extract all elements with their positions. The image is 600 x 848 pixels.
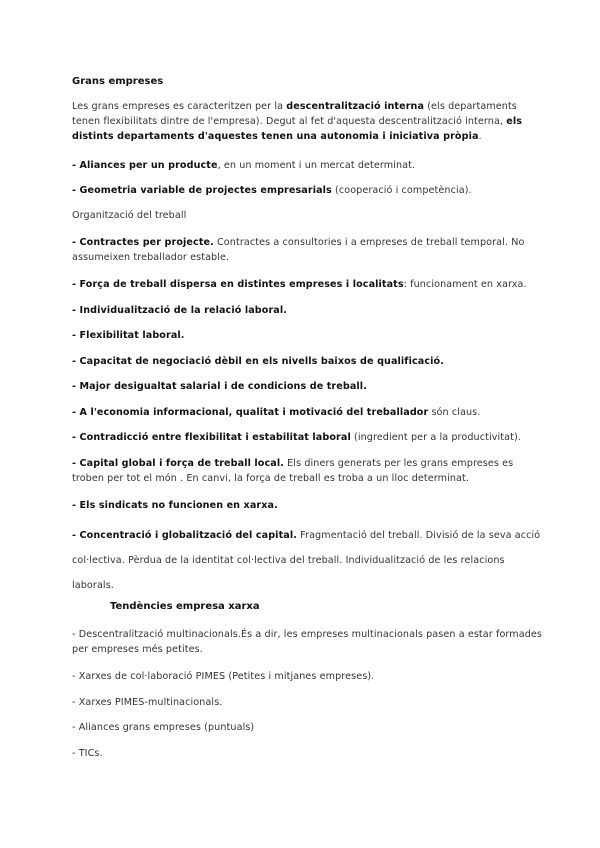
- section-heading: Tendències empresa xarxa: [110, 601, 260, 612]
- item-text: (ingredient per a la productivitat).: [350, 432, 521, 443]
- item-bold: - Capacitat de negociació dèbil en els nivells baixos de qualificació.: [72, 356, 444, 367]
- list-item: [72, 498, 542, 513]
- item-text: Contractes a consultories i a empreses de treball temporal. No assumeixen treballador estable.: [72, 237, 525, 263]
- item-bold: - Major desigualtat salarial i de condicions de treball.: [72, 381, 367, 392]
- item-text: Els diners generats per les grans empreses es troben per tot el món . En canvi, la força de treball es troba a un lloc determinat.: [72, 458, 514, 484]
- list-item: - Xarxes de col·laboració PIMES (Petites i mitjanes empreses).: [72, 671, 375, 682]
- list-item: [72, 277, 542, 292]
- item-text: Fragmentació del treball. Divisió de la seva acció col·lectiva. Pèrdua de la identitat col·lectiva del treball. Individualització de les relacions laborals.: [72, 530, 541, 591]
- item-bold: - Els sindicats no funcionen en xarxa.: [72, 500, 278, 511]
- item-bold: - Flexibilitat laboral.: [72, 330, 185, 341]
- list-item: [72, 430, 542, 445]
- list-item: [72, 354, 542, 369]
- item-bold: - Capital global i força de treball local.: [72, 458, 284, 469]
- list-item: [72, 523, 542, 598]
- intro-text-e: .: [478, 131, 482, 142]
- list-item: - Descentralització multinacionals.És a dir, les empreses multinacionals pasen a estar formades per empreses més petites.: [72, 629, 543, 655]
- item-bold: - Força de treball dispersa en distintes empreses i localitats: [72, 279, 404, 290]
- item-bold: - A l'economia informacional, qualitat i motivació del treballador: [72, 407, 429, 418]
- item-bold: - Geometria variable de projectes empresarials: [72, 185, 332, 196]
- list-item: [72, 328, 542, 343]
- intro-paragraph: [72, 99, 542, 144]
- item-bold: - Aliances per un producte: [72, 160, 218, 171]
- list-item: - Aliances grans empreses (puntuals): [72, 722, 255, 733]
- item-text: són claus.: [428, 407, 481, 418]
- list-item: [72, 456, 542, 486]
- item-bold: - Contractes per projecte.: [72, 237, 214, 248]
- list-item: [72, 158, 542, 173]
- list-item: - TICs.: [72, 748, 103, 759]
- list-item: [72, 235, 542, 265]
- page-title: Grans empreses: [72, 76, 164, 87]
- intro-text-c: (els departaments tenen flexibilitats dintre de l'empresa). Degut al fet d'aquesta descentralització interna,: [72, 101, 517, 127]
- list-item: - Xarxes PIMES-multinacionals.: [72, 697, 223, 708]
- item-text: , en un moment i un mercat determinat.: [217, 160, 416, 171]
- list-item: [72, 183, 542, 198]
- item-text: : funcionament en xarxa.: [403, 279, 527, 290]
- list-item: [72, 379, 542, 394]
- intro-bold-b: descentralització interna: [286, 101, 425, 112]
- item-bold: - Concentració i globalització del capital.: [72, 530, 297, 541]
- section-label: Organització del treball: [72, 210, 187, 221]
- item-bold: - Individualització de la relació laboral.: [72, 305, 287, 316]
- item-bold: - Contradicció entre flexibilitat i estabilitat laboral: [72, 432, 351, 443]
- intro-text-a: Les grans empreses es caracteritzen per la: [72, 101, 287, 112]
- list-item: [72, 303, 542, 318]
- item-text: (cooperació i competència).: [331, 185, 472, 196]
- intro-bold-d: els distints departaments d'aquestes tenen una autonomia i iniciativa pròpia: [72, 116, 523, 142]
- list-item: [72, 405, 542, 420]
